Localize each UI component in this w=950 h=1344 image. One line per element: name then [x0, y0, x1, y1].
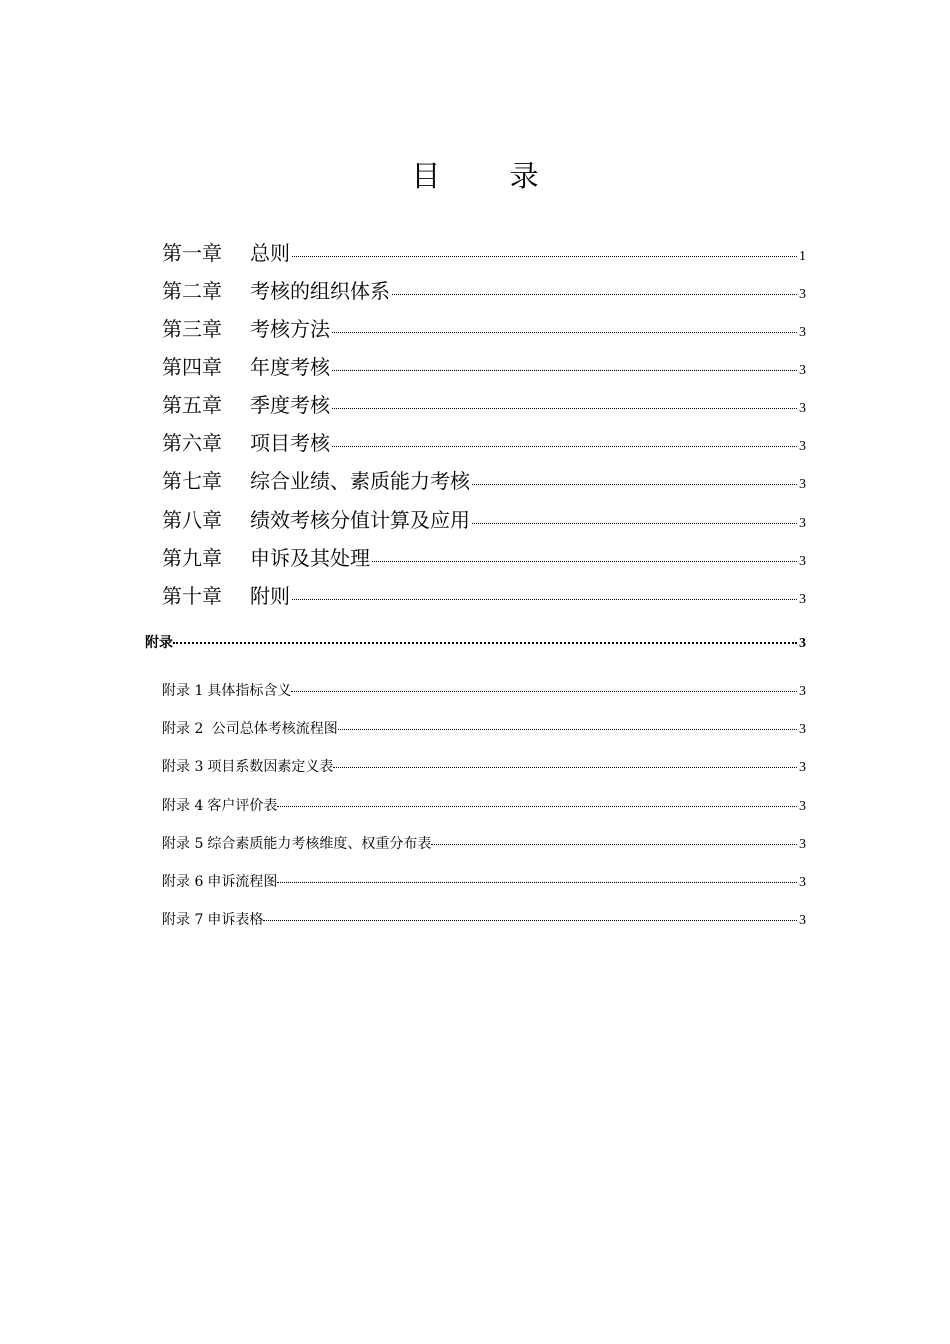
page-number: 3	[799, 439, 806, 454]
page-number: 3	[799, 760, 806, 775]
page-number: 3	[799, 875, 806, 890]
page-number: 1	[799, 249, 806, 264]
page-number: 3	[799, 636, 806, 651]
chapter-number: 第八章	[162, 508, 222, 532]
toc-entry-appendix-5[interactable]	[162, 832, 806, 856]
dot-leader	[277, 806, 797, 807]
toc-entry-label	[162, 313, 330, 345]
chapter-number: 第三章	[162, 317, 222, 341]
chapter-number: 第七章	[162, 469, 222, 493]
toc-entry-label	[162, 275, 390, 307]
dot-leader	[277, 882, 797, 883]
page-number: 3	[799, 363, 806, 378]
toc-entry-chapter-9[interactable]	[162, 542, 806, 574]
chapter-title: 项目考核	[250, 431, 330, 455]
toc-entry-appendix-4[interactable]	[162, 794, 806, 818]
appendix-number: 附录 6	[162, 874, 204, 890]
toc-entry-label	[162, 794, 277, 818]
toc-entry-label	[162, 389, 330, 421]
appendix-heading: 附录	[145, 635, 173, 651]
appendix-title: 具体指标含义	[207, 683, 292, 699]
toc-entry-appendix-1[interactable]	[162, 679, 806, 703]
page-number: 3	[799, 684, 806, 699]
toc-entry-appendix-6[interactable]	[162, 870, 806, 894]
chapter-title: 综合业绩、素质能力考核	[250, 469, 470, 493]
chapter-title: 季度考核	[250, 393, 330, 417]
dot-leader	[291, 691, 797, 692]
page-number: 3	[799, 913, 806, 928]
chapter-number: 第十章	[162, 584, 222, 608]
dot-leader	[333, 767, 797, 768]
toc-entry-label	[162, 832, 431, 856]
dot-leader	[392, 294, 797, 295]
toc-entry-label	[162, 351, 330, 383]
appendix-number: 附录 5	[162, 836, 204, 852]
chapter-number: 第四章	[162, 355, 222, 379]
chapter-number: 第六章	[162, 431, 222, 455]
dot-leader	[332, 446, 797, 447]
toc-entry-label	[162, 542, 370, 574]
toc-entry-label	[162, 504, 470, 536]
page-number: 3	[799, 516, 806, 531]
toc-entry-appendix-7[interactable]	[162, 908, 806, 932]
appendix-title: 申诉表格	[207, 912, 264, 928]
toc-entry-chapter-6[interactable]	[162, 427, 806, 459]
dot-leader	[338, 729, 797, 730]
toc-entry-chapter-1[interactable]	[162, 237, 806, 269]
toc-entry-chapter-8[interactable]	[162, 504, 806, 536]
appendix-title: 项目系数因素定义表	[207, 759, 334, 775]
page-number: 3	[799, 837, 806, 852]
appendix-title: 综合素质能力考核维度、权重分布表	[207, 836, 432, 852]
dot-leader	[332, 408, 797, 409]
toc-entry-label	[162, 870, 277, 894]
appendix-number: 附录 1	[162, 683, 204, 699]
page-number: 3	[799, 722, 806, 737]
chapter-title: 考核方法	[250, 317, 330, 341]
toc-entry-chapter-10[interactable]	[162, 580, 806, 612]
dot-leader	[263, 920, 797, 921]
page-number: 3	[799, 799, 806, 814]
toc-entry-chapter-7[interactable]	[162, 465, 806, 497]
appendix-number: 附录 3	[162, 759, 204, 775]
dot-leader	[292, 599, 797, 600]
toc-entry-chapter-2[interactable]	[162, 275, 806, 307]
dot-leader	[472, 523, 797, 524]
page-number: 3	[799, 477, 806, 492]
appendix-number: 附录 4	[162, 798, 204, 814]
page-number: 3	[799, 554, 806, 569]
page-number: 3	[799, 325, 806, 340]
page-number: 3	[799, 401, 806, 416]
chapter-number: 第一章	[162, 241, 222, 265]
toc-entry-chapter-3[interactable]	[162, 313, 806, 345]
dot-leader	[372, 561, 797, 562]
dot-leader	[173, 642, 797, 644]
toc-entry-chapter-5[interactable]	[162, 389, 806, 421]
toc-entry-label	[162, 755, 333, 779]
dot-leader	[332, 370, 797, 371]
dot-leader	[292, 256, 797, 257]
toc-entry-label	[162, 908, 263, 932]
chapter-number: 第五章	[162, 393, 222, 417]
page-number: 3	[799, 592, 806, 607]
toc-entry-chapter-4[interactable]	[162, 351, 806, 383]
chapter-title: 申诉及其处理	[250, 546, 370, 570]
toc-entry-label	[162, 679, 291, 703]
chapter-title: 总则	[250, 241, 290, 265]
toc-entry-appendix-2[interactable]	[162, 717, 806, 741]
appendix-title: 公司总体考核流程图	[207, 721, 338, 737]
toc-entry-label	[162, 465, 470, 497]
chapter-number: 第九章	[162, 546, 222, 570]
toc-entry-label	[162, 237, 290, 269]
dot-leader	[332, 332, 797, 333]
chapter-title: 附则	[250, 584, 290, 608]
appendix-number: 附录 2	[162, 721, 204, 737]
page-title: 目 录	[411, 159, 569, 193]
page-number: 3	[799, 287, 806, 302]
appendix-number: 附录 7	[162, 912, 204, 928]
dot-leader	[431, 844, 797, 845]
chapter-number: 第二章	[162, 279, 222, 303]
chapter-title: 考核的组织体系	[250, 279, 390, 303]
appendix-title: 客户评价表	[207, 798, 278, 814]
appendix-title: 申诉流程图	[207, 874, 278, 890]
toc-entry-appendix-3[interactable]	[162, 755, 806, 779]
dot-leader	[472, 484, 797, 485]
chapter-title: 绩效考核分值计算及应用	[250, 508, 470, 532]
chapter-title: 年度考核	[250, 355, 330, 379]
toc-entry-label	[162, 717, 338, 741]
toc-entry-appendix[interactable]	[145, 631, 806, 655]
toc-entry-label	[162, 580, 290, 612]
toc-entry-label	[162, 427, 330, 459]
